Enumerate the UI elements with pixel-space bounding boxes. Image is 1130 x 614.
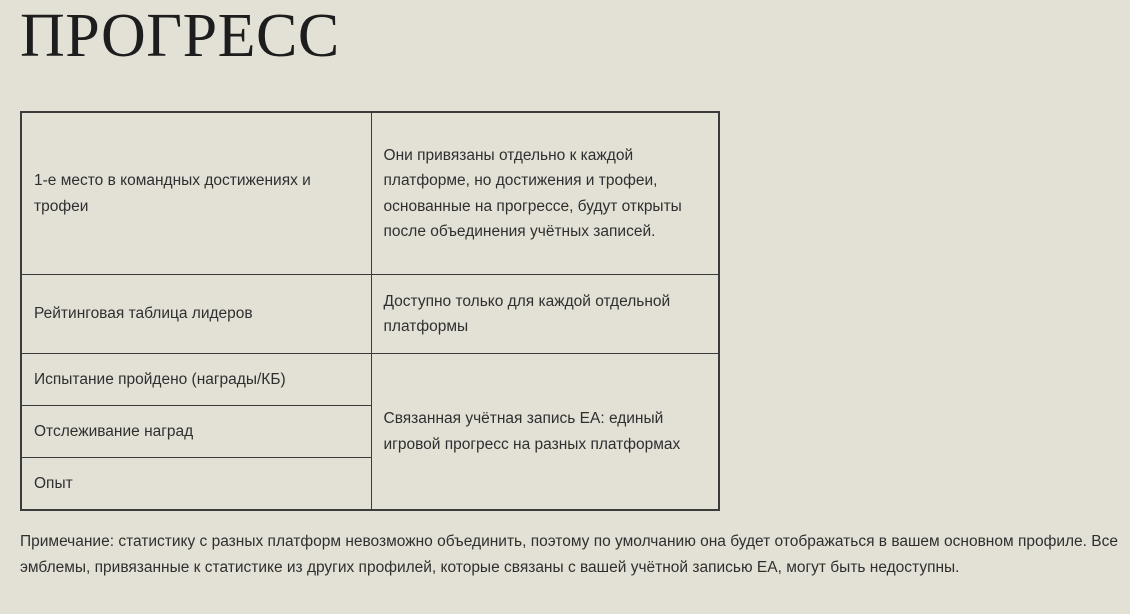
table-cell-feature: Испытание пройдено (награды/КБ)	[21, 354, 371, 406]
progress-table	[20, 111, 720, 511]
table-row	[21, 275, 719, 354]
table-row	[21, 354, 719, 406]
table-cell-feature: Опыт	[21, 458, 371, 511]
table-cell-description: Доступно только для каждой отдельной платформы	[371, 275, 719, 354]
page-title: ПРОГРЕСС	[20, 2, 340, 70]
table-cell-description: Связанная учётная запись EA: единый игровой прогресс на разных платформах	[371, 354, 719, 511]
table-cell-feature: Отслеживание наград	[21, 406, 371, 458]
table-cell-feature: Рейтинговая таблица лидеров	[21, 275, 371, 354]
table-cell-feature: 1-е место в командных достижениях и трофеи	[21, 112, 371, 275]
footnote: Примечание: статистику с разных платформ невозможно объединить, поэтому по умолчанию она будет отображаться в вашем основном профиле. Все эмблемы, привязанные к статистике из других профилей, которые связаны с вашей учётной записью EA, могут быть недоступны.	[20, 533, 1118, 576]
table-cell-description: Они привязаны отдельно к каждой платформе, но достижения и трофеи, основанные на прогрессе, будут открыты после объединения учётных записей.	[371, 112, 719, 275]
table-row	[21, 112, 719, 275]
